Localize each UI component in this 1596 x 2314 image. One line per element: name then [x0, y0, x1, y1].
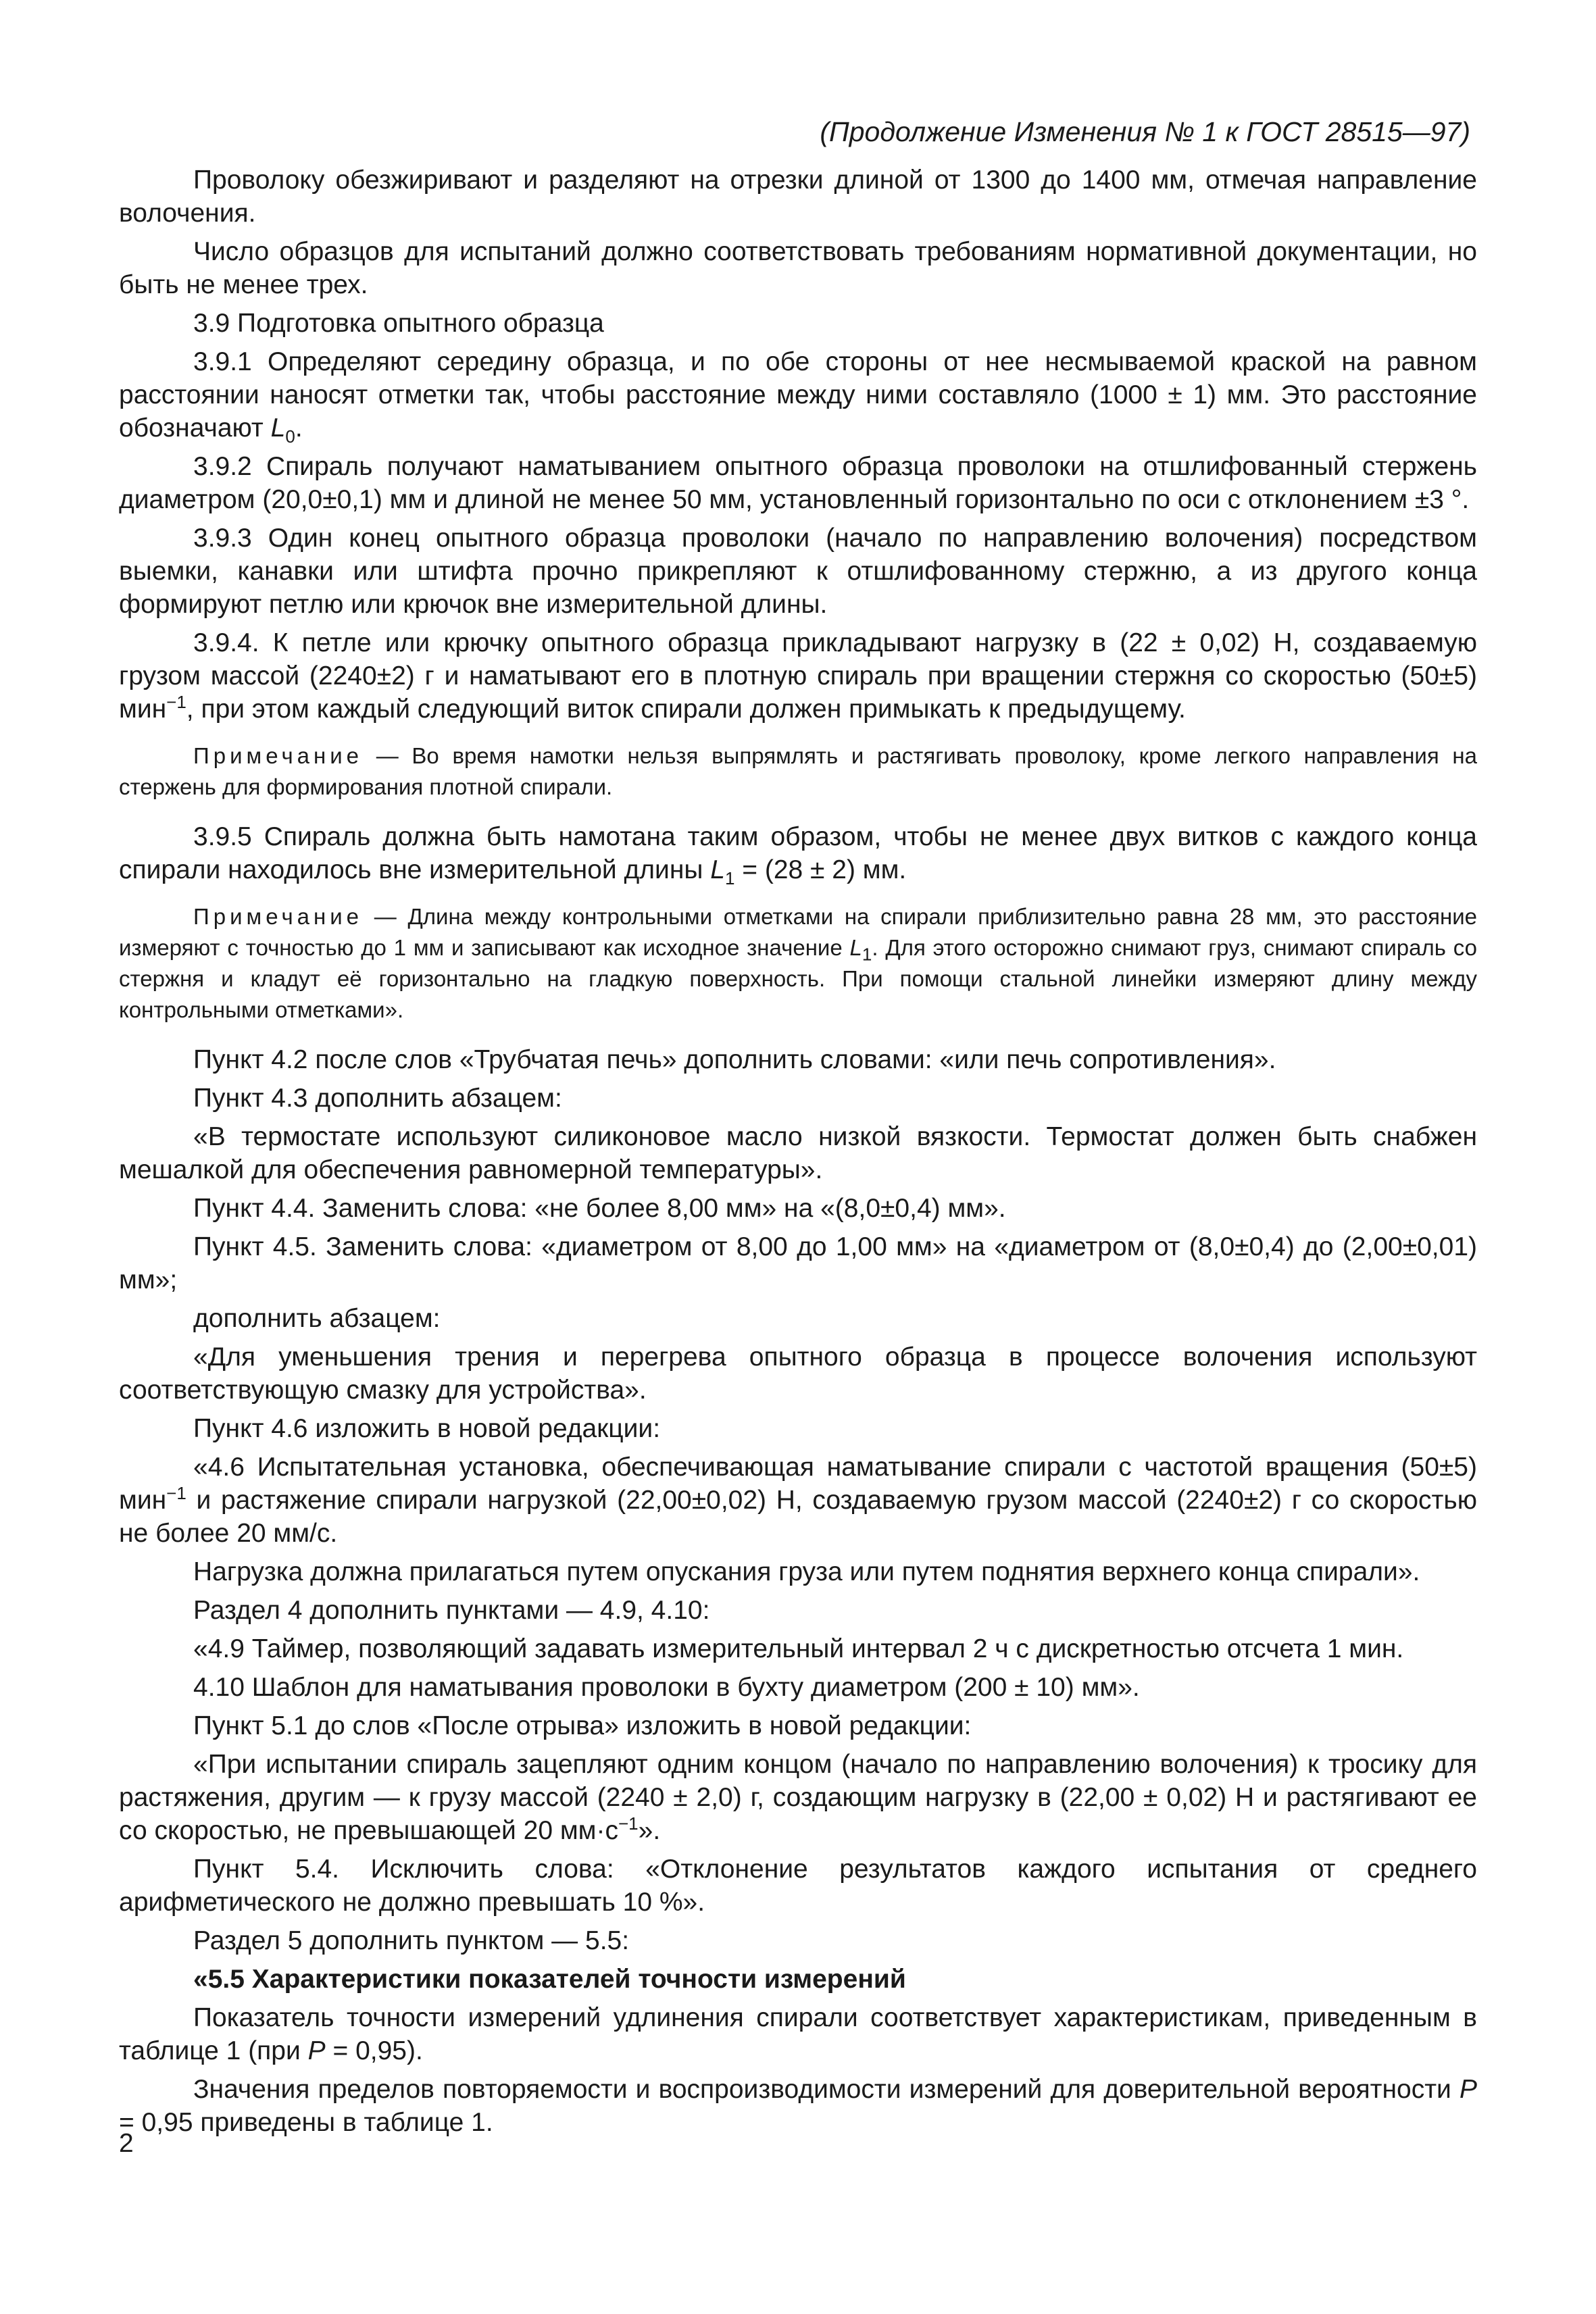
paragraph-5-1-text: «При испытании спираль зацепляют одним концом (начало по направлению волочения) к тросику для растяжения, другим — к грузу массой (2240 ± 2,0) г, создающим нагрузку в (22,00 ± 0,02) Н и растягивают ее со скоростью, не превышающей 20 $мм\cdot с^{-1}$».: [119, 1750, 1477, 1845]
paragraph-lubricant: «Для уменьшения трения и перегрева опытного образца в процессе волочения используют соответствующую смазку для устройства».: [119, 1342, 1477, 1405]
paragraph-3-9-3: 3.9.3 Один конец опытного образца проволоки (начало по направлению волочения) посредством выемки, канавки или штифта прочно прикрепляют к отшлифованному стержню, а из другого конца формируют петлю или крючок вне измерительной длины.: [119, 524, 1477, 619]
paragraph-3-9-4: 3.9.4. К петле или крючку опытного образца прикладывают нагрузку в (22 ± 0,02) Н, создаваемую грузом массой (2240±2) г и наматывают его в плотную спираль при вращении стержня со скоростью (50±5) мин$^{-1}$, при этом каждый следующий виток спирали должен примыкать к предыдущему.: [119, 628, 1477, 724]
note-label: Примечание: [193, 743, 364, 768]
paragraph-3-9-2: 3.9.2 Спираль получают наматыванием опытного образца проволоки на отшлифованный стержень диаметром (20,0±0,1) мм и длиной не менее 50 мм, установленный горизонтально по оси с отклонением ±3 °.: [119, 452, 1477, 514]
paragraph-degreasing: Проволоку обезжиривают и разделяют на отрезки длиной от 1300 до 1400 мм, отмечая направление волочения.: [119, 166, 1477, 228]
paragraph-add-paragraph: дополнить абзацем:: [193, 1304, 441, 1333]
paragraph-section-5-add: Раздел 5 дополнить пунктом — 5.5:: [193, 1926, 630, 1955]
paragraph-4-6-text: «4.6 Испытательная установка, обеспечивающая наматывание спирали с частотой вращения (50±5) мин$^{-1}$ и растяжение спирали нагрузкой (22,00±0,02) Н, создаваемую грузом массой (2240±2) г со скоростью не более 20 мм/с.: [119, 1453, 1477, 1548]
paragraph-item-4-6: Пункт 4.6 изложить в новой редакции:: [193, 1414, 661, 1443]
note-label: Примечание: [193, 904, 364, 929]
page-number: 2: [119, 2129, 134, 2158]
section-3-9-heading: 3.9 Подготовка опытного образца: [193, 309, 604, 338]
paragraph-4-9: «4.9 Таймер, позволяющий задавать измерительный интервал 2 ч с дискретностью отсчета 1 мин.: [193, 1634, 1404, 1663]
paragraph-item-5-1: Пункт 5.1 до слов «После отрыва» изложить в новой редакции:: [193, 1711, 972, 1740]
note-1: Примечание — Во время намотки нельзя выпрямлять и растягивать проволоку, кроме легкого направления на стержень для формирования плотной спирали.: [119, 743, 1477, 799]
paragraph-sample-count: Число образцов для испытаний должно соответствовать требованиям нормативной документации, но быть не менее трех.: [119, 237, 1477, 299]
paragraph-load: Нагрузка должна прилагаться путем опускания груза или путем поднятия верхнего конца спирали».: [193, 1557, 1420, 1586]
paragraph-accuracy: Показатель точности измерений удлинения спирали соответствует характеристикам, приведенным в таблице 1 (при P = 0,95).: [119, 2003, 1477, 2065]
paragraph-limits: Значения пределов повторяемости и воспроизводимости измерений для доверительной вероятности P = 0,95 приведены в таблице 1.: [119, 2075, 1477, 2137]
note-2: Примечание — Длина между контрольными отметками на спирали приблизительно равна 28 мм, это расстояние измеряют с точностью до 1 мм и записывают как исходное значение $L_1$. Для этого осторожно снимают груз, снимают спираль со стержня и кладут её горизонтально на гладкую поверхность. При помощи стальной линейки измеряют длину между контрольными отметками».: [119, 904, 1477, 1022]
paragraph-item-4-4: Пункт 4.4. Заменить слова: «не более 8,00 мм» на «(8,0±0,4) мм».: [193, 1194, 1006, 1223]
document-page: [119, 115, 1477, 2144]
section-5-5-heading: «5.5 Характеристики показателей точности измерений: [193, 1965, 906, 1994]
paragraph-item-4-5: Пункт 4.5. Заменить слова: «диаметром от 8,00 до 1,00 мм» на «диаметром от (8,0±0,4) до (2,00±0,01) мм»;: [119, 1232, 1477, 1294]
running-header: (Продолжение Изменения № 1 к ГОСТ 28515—97): [820, 116, 1470, 147]
paragraph-3-9-1: 3.9.1 Определяют середину образца, и по обе стороны от нее несмываемой краской на равном расстоянии наносят отметки так, чтобы расстояние между ними составляло (1000 ± 1) мм. Это расстояние обозначают $L_0$.: [119, 347, 1477, 447]
paragraph-item-4-2: Пункт 4.2 после слов «Трубчатая печь» дополнить словами: «или печь сопротивления».: [193, 1045, 1276, 1074]
paragraph-item-5-4: Пункт 5.4. Исключить слова: «Отклонение результатов каждого испытания от среднего арифметического не должно превышать 10 %».: [119, 1855, 1477, 1917]
paragraph-item-4-3: Пункт 4.3 дополнить абзацем:: [193, 1084, 562, 1113]
paragraph-section-4-add: Раздел 4 дополнить пунктами — 4.9, 4.10:: [193, 1596, 710, 1625]
paragraph-4-10: 4.10 Шаблон для наматывания проволоки в бухту диаметром (200 ± 10) мм».: [193, 1673, 1140, 1702]
paragraph-thermostat: «В термостате используют силиконовое масло низкой вязкости. Термостат должен быть снабжен мешалкой для обеспечения равномерной температуры».: [119, 1122, 1477, 1184]
paragraph-3-9-5: 3.9.5 Спираль должна быть намотана таким образом, чтобы не менее двух витков с каждого конца спирали находилось вне измерительной длины $L_1 = (28 \pm 2)$ мм.: [119, 822, 1477, 888]
